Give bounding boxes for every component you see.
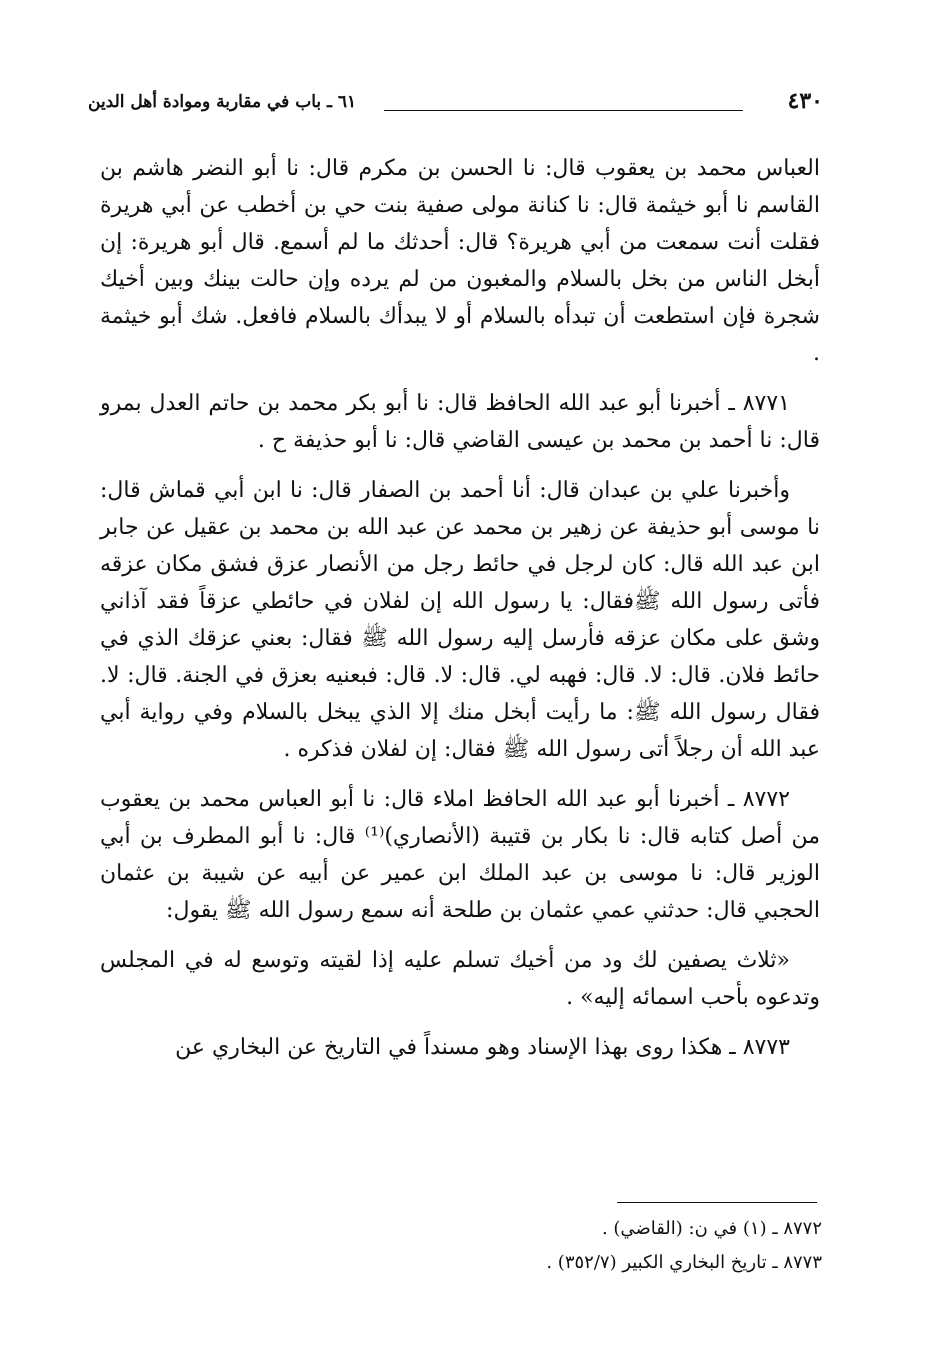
page-number: ٤٣٠ [787,88,823,114]
paragraph: وأخبرنا علي بن عبدان قال: أنا أحمد بن الصفار قال: نا ابن أبي قماش قال: نا موسى أبو حذيفة عن زهير بن محمد عن عبد الله بن محمد بن عقيل عن جابر ابن عبد الله قال: كان لرجل في حائط رجل من الأنصار عزق فشق مكان عزقه فأتى رسول الله ﷺفقال: يا رسول الله إن لفلان في حائطي عزقاً فقد آذاني وشق على مكان عزقه فأرسل إليه رسول الله ﷺ فقال: بعني عزقك الذي في حائط فلان. قال: لا. قال: فهبه لي. قال: لا. قال: فبعنيه بعزق في الجنة. قال: لا. فقال رسول الله ﷺ: ما رأيت أبخل منك إلا الذي يبخل بالسلام وفي رواية أبي عبد الله أن رجلاً أتى رسول الله ﷺ فقال: إن لفلان فذكره . [100,478,820,762]
paragraph: العباس محمد بن يعقوب قال: نا الحسن بن مكرم قال: نا أبو النضر هاشم بن القاسم نا أبو خيثمة قال: نا كنانة مولى صفية بنت حي بن أخطب عن أبي هريرة فقلت أنت سمعت من أبي هريرة؟ قال: أحدثك ما لم أسمع. قال أبو هريرة: إن أبخل الناس من بخل بالسلام والمغبون من لم يرده وإن حالت بينك وبين أخيك شجرة فإن استطعت أن تبدأه بالسلام أو لا يبدأك بالسلام فافعل. شك أبو خيثمة . [100,156,820,366]
paragraph-hadith-8773: ٨٧٧٣ ـ هكذا روى بهذا الإسناد وهو مسنداً في التاريخ عن البخاري عن [175,1035,790,1060]
running-head: ٦١ ـ باب في مقاربة وموادة أهل الدين [88,92,357,112]
header-rule [384,110,743,111]
page-header [88,88,823,124]
footnote: ٨٧٧٢ ـ (١) في ن: (القاضي) . [601,1218,822,1239]
quoted-hadith: «ثلاث يصفين لك ود من أخيك تسلم عليه إذا لقيته وتوسع له في المجلس وتدعوه بأحب اسمائه إليه» . [100,948,820,1010]
footnotes [100,1212,822,1280]
body-text [100,150,820,1066]
paragraph-hadith-8771: ٨٧٧١ ـ أخبرنا أبو عبد الله الحافظ قال: نا أبو بكر محمد بن حاتم العدل بمرو قال: نا أحمد بن محمد بن عيسى القاضي قال: نا أبو حذيفة ح . [100,391,820,453]
footnote-rule [617,1202,817,1203]
footnote: ٨٧٧٣ ـ تاريخ البخاري الكبير (٣٥٢/٧) . [546,1252,822,1273]
paragraph-hadith-8772: ٨٧٧٢ ـ أخبرنا أبو عبد الله الحافظ املاء قال: نا أبو العباس محمد بن يعقوب من أصل كتابه قال: نا بكار بن قتيبة (الأنصاري)⁽¹⁾ قال: نا أبو المطرف بن أبي الوزير قال: نا موسى بن عبد الملك ابن عمير عن أبيه عن شيبة بن عثمان الحجبي قال: حدثني عمي عثمان بن طلحة أنه سمع رسول الله ﷺ يقول: [100,787,821,923]
